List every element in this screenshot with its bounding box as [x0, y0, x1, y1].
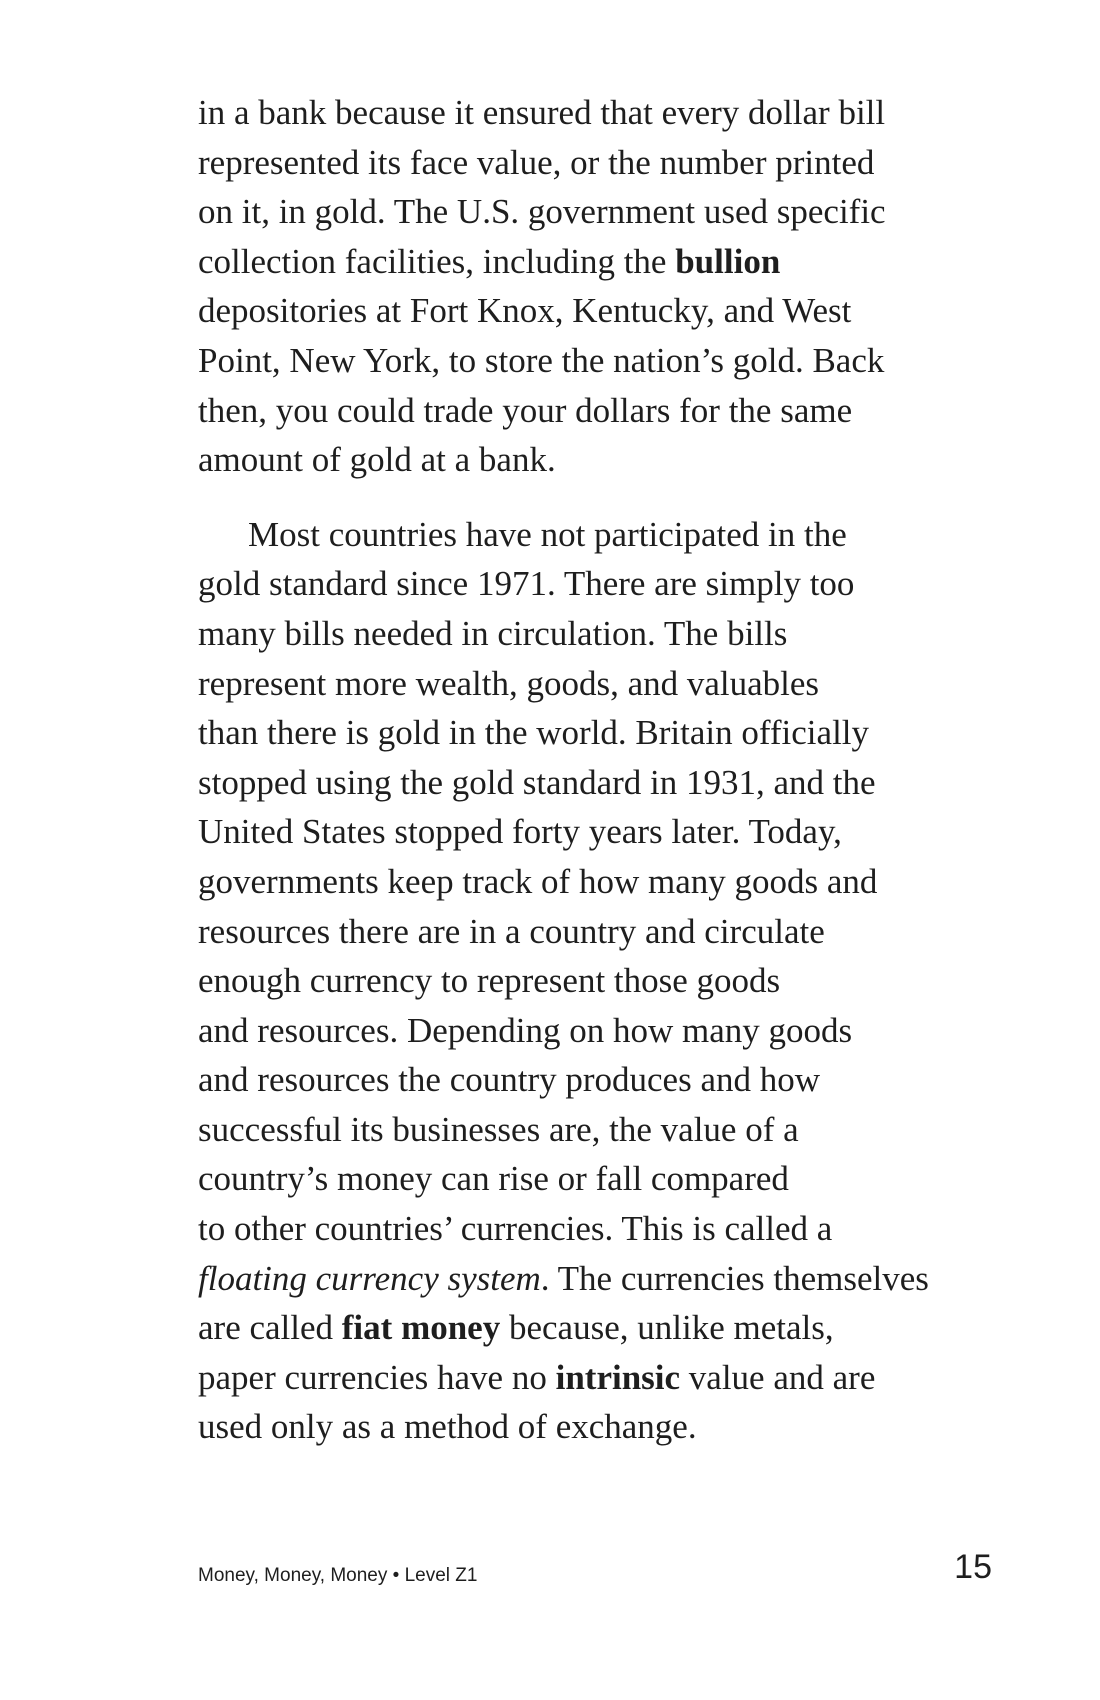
text-line: resources there are in a country and circulate: [198, 911, 825, 951]
text-line: many bills needed in circulation. The bills: [198, 613, 788, 653]
text-line: and resources the country produces and how: [198, 1060, 821, 1100]
text-line: Most countries have not participated in the: [248, 514, 847, 554]
text-line: [198, 1353, 998, 1403]
text-segment: . The currencies themselves: [540, 1258, 929, 1298]
text-line: and resources. Depending on how many goods: [198, 1010, 853, 1050]
text-line: [198, 1254, 998, 1304]
text-segment: value and are: [680, 1357, 876, 1397]
text-line: successful its businesses are, the value of a: [198, 1109, 799, 1149]
text-line: represent more wealth, goods, and valuables: [198, 663, 820, 703]
glossary-term-bullion: bullion: [675, 241, 781, 281]
text-line: gold standard since 1971. There are simply too: [198, 564, 855, 604]
body-text: [198, 88, 998, 1452]
text-line: than there is gold in the world. Britain officially: [198, 713, 870, 753]
page-number: 15: [954, 1548, 992, 1586]
paragraph-1: [198, 88, 998, 485]
italic-term-floating-currency-system: floating currency system: [198, 1258, 541, 1298]
text-line: in a bank because it ensured that every dollar bill: [198, 93, 886, 132]
text-line: depositories at Fort Knox, Kentucky, and West: [198, 291, 852, 331]
footer-book-title: Money, Money, Money • Level Z1: [198, 1565, 478, 1586]
text-line: then, you could trade your dollars for the same: [198, 390, 853, 430]
text-line: used only as a method of exchange.: [198, 1407, 697, 1447]
text-line: stopped using the gold standard in 1931, and the: [198, 762, 876, 802]
glossary-term-fiat-money: fiat money: [341, 1308, 501, 1348]
text-line: amount of gold at a bank.: [198, 440, 556, 480]
text-line: [198, 1303, 998, 1353]
paragraph-2: [198, 510, 998, 1452]
text-line: enough currency to represent those goods: [198, 961, 781, 1001]
text-line: governments keep track of how many goods and: [198, 861, 878, 901]
text-segment: because, unlike metals,: [500, 1308, 834, 1348]
text-line: on it, in gold. The U.S. government used specific: [198, 192, 886, 232]
text-line: [198, 237, 998, 287]
paragraph-gap: [198, 485, 998, 510]
text-segment: collection facilities, including the: [198, 241, 676, 281]
text-segment: are called: [198, 1308, 342, 1348]
text-line: represented its face value, or the number printed: [198, 142, 875, 182]
glossary-term-intrinsic: intrinsic: [555, 1357, 681, 1397]
text-line: country’s money can rise or fall compared: [198, 1159, 789, 1199]
text-line: United States stopped forty years later. Today,: [198, 812, 842, 852]
text-line: to other countries’ currencies. This is called a: [198, 1209, 833, 1249]
text-line: Point, New York, to store the nation’s gold. Back: [198, 340, 885, 380]
text-segment: paper currencies have no: [198, 1357, 556, 1397]
